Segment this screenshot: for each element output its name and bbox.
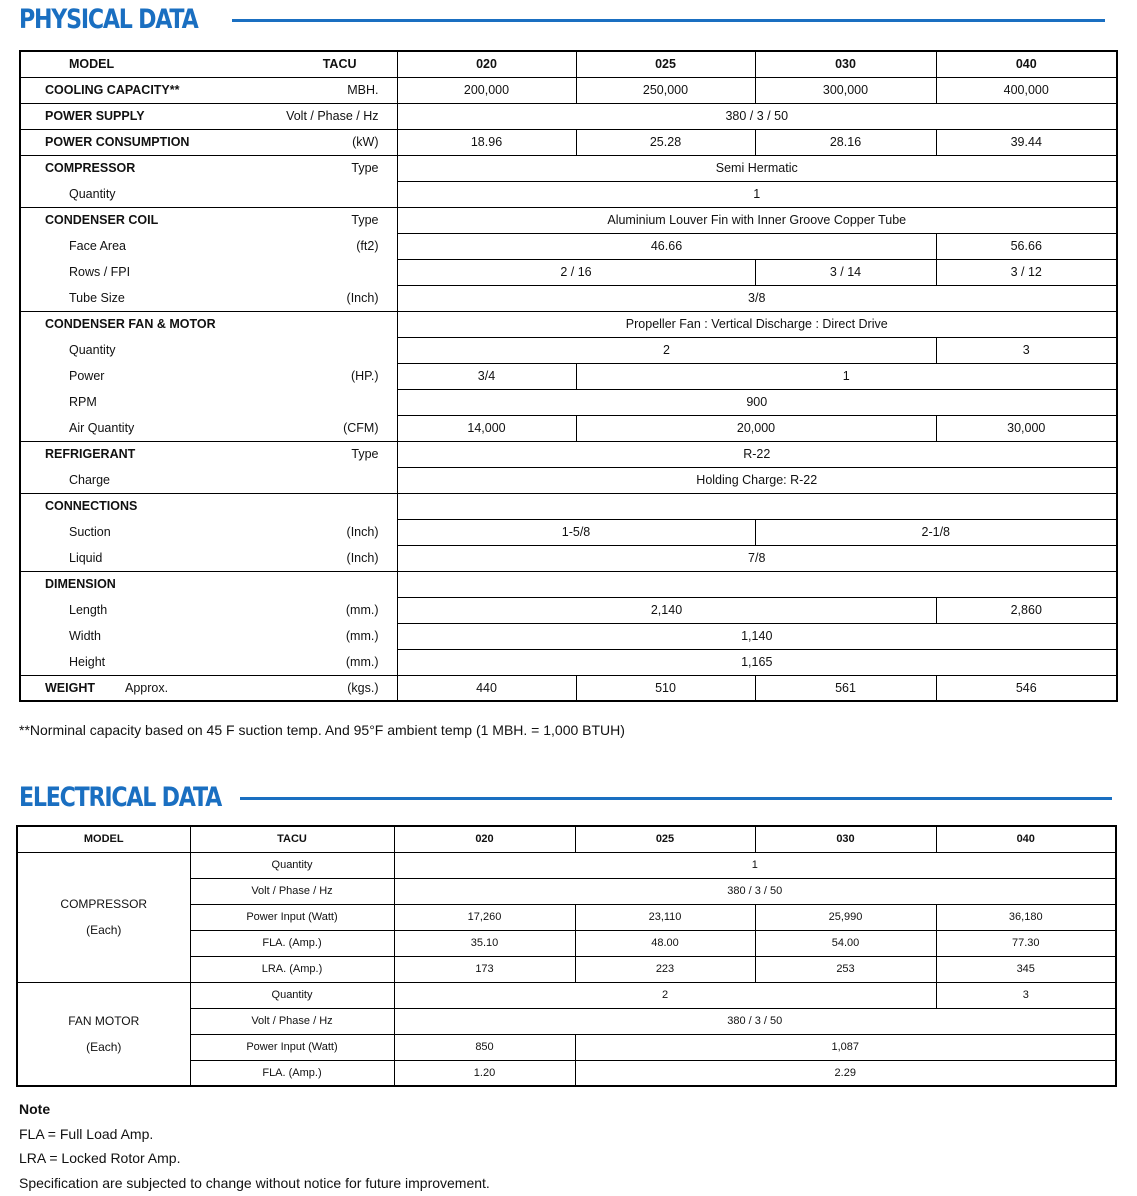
compressor-group-label [17, 852, 190, 982]
row-label: Suction [69, 525, 111, 539]
col-header: 030 [755, 51, 936, 77]
row-unit: (kW) [277, 129, 397, 155]
row-label: Tube Size [69, 290, 125, 305]
group-name: FAN MOTOR [68, 1013, 140, 1028]
col-header: 040 [936, 826, 1116, 852]
table-row [20, 285, 1117, 311]
cell-value: 35.10 [394, 930, 575, 956]
model-header: MODEL [69, 57, 115, 72]
row-unit: (Inch) [277, 545, 397, 571]
cell-value: 561 [755, 675, 936, 701]
row-label: Quantity [190, 852, 394, 878]
row-unit: (HP.) [277, 363, 397, 389]
group-each: (Each) [86, 1039, 122, 1054]
empty-cell [397, 571, 1117, 597]
condenser-fan-motor-label: CONDENSER FAN & MOTOR [20, 311, 277, 337]
cell-value: 200,000 [397, 77, 576, 103]
col-header: 020 [394, 826, 575, 852]
cell-value: 1.20 [394, 1060, 575, 1086]
table-row [20, 389, 1117, 415]
model-header: MODEL [17, 826, 190, 852]
row-label: Length [69, 603, 108, 617]
cell-value: 3 [936, 982, 1116, 1008]
row-label: Volt / Phase / Hz [190, 1008, 394, 1034]
cell-value: 30,000 [936, 415, 1117, 441]
physical-data-title: PHYSICAL DATA [19, 4, 198, 35]
cell-value: 46.66 [397, 233, 936, 259]
cell-value: 28.16 [755, 129, 936, 155]
cell-value: 1 [576, 363, 1117, 389]
row-unit [277, 259, 397, 285]
cell-value: 380 / 3 / 50 [397, 103, 1117, 129]
table-row [20, 181, 1117, 207]
electrical-title-rule [240, 797, 1112, 800]
cell-value: 7/8 [397, 545, 1117, 571]
table-row [20, 441, 1117, 467]
table-row [20, 129, 1117, 155]
cell-value: Propeller Fan : Vertical Discharge : Direct Drive [397, 311, 1117, 337]
cell-value: 2-1/8 [755, 519, 1117, 545]
row-label: RPM [69, 395, 97, 409]
cell-value: 3 / 14 [755, 259, 936, 285]
empty-cell [397, 493, 1117, 519]
row-label: Height [69, 654, 106, 669]
cell-value: 253 [755, 956, 936, 982]
cell-value: 23,110 [575, 904, 755, 930]
connections-label: CONNECTIONS [20, 493, 277, 519]
row-unit: Type [277, 155, 397, 181]
capacity-footnote: **Norminal capacity based on 45 F suction temp. And 95°F ambient temp (1 MBH. = 1,000 BTUH) [19, 722, 625, 738]
row-label: Width [69, 629, 101, 643]
cell-value: 440 [397, 675, 576, 701]
row-unit: Type [277, 441, 397, 467]
cell-value: 18.96 [397, 129, 576, 155]
row-unit [277, 337, 397, 363]
row-label: Power [69, 369, 105, 383]
table-row [20, 103, 1117, 129]
row-unit [277, 571, 397, 597]
table-row [20, 649, 1117, 675]
cell-value: Holding Charge: R-22 [397, 467, 1117, 493]
cell-value: 36,180 [936, 904, 1116, 930]
table-row [20, 415, 1117, 441]
group-name: COMPRESSOR [60, 897, 148, 911]
row-label: Face Area [69, 239, 126, 253]
table-row [20, 77, 1117, 103]
col-header: 025 [576, 51, 755, 77]
electrical-data-title: ELECTRICAL DATA [19, 782, 222, 813]
cell-value: 510 [576, 675, 755, 701]
condenser-coil-label: CONDENSER COIL [20, 207, 277, 233]
electrical-data-table [16, 825, 1117, 1087]
row-label: FLA. (Amp.) [190, 1060, 394, 1086]
cell-value: 17,260 [394, 904, 575, 930]
cell-value: 77.30 [936, 930, 1116, 956]
cell-value: 1,087 [575, 1034, 1116, 1060]
cell-value: 3 [936, 337, 1117, 363]
weight-text: WEIGHT [45, 680, 95, 695]
cell-value: 2 / 16 [397, 259, 755, 285]
power-supply-label: POWER SUPPLY [20, 103, 277, 129]
cell-value: 2 [394, 982, 936, 1008]
refrigerant-label: REFRIGERANT [20, 441, 277, 467]
row-label: FLA. (Amp.) [190, 930, 394, 956]
row-label: Liquid [69, 550, 103, 565]
row-label: Air Quantity [69, 420, 135, 435]
col-header: 025 [575, 826, 755, 852]
cell-value: 1,165 [397, 649, 1117, 675]
table-row [20, 493, 1117, 519]
cell-value: 850 [394, 1034, 575, 1060]
col-header: 030 [755, 826, 936, 852]
cell-value: 1 [397, 181, 1117, 207]
cell-value: 1 [394, 852, 1116, 878]
table-row [20, 337, 1117, 363]
cell-value: 546 [936, 675, 1117, 701]
weight-approx: Approx. [125, 680, 169, 695]
table-header-row [17, 826, 1116, 852]
row-label: Quantity [69, 343, 116, 357]
table-row [20, 675, 1117, 701]
cell-value: 25,990 [755, 904, 936, 930]
compressor-label: COMPRESSOR [20, 155, 277, 181]
notes-title: Note [19, 1101, 51, 1117]
power-consumption-label: POWER CONSUMPTION [20, 129, 277, 155]
row-label: Quantity [190, 982, 394, 1008]
cell-value: Aluminium Louver Fin with Inner Groove Copper Tube [397, 207, 1117, 233]
row-unit: (Inch) [277, 285, 397, 311]
notes-block [19, 1097, 490, 1195]
cell-value: 39.44 [936, 129, 1117, 155]
cell-value: 345 [936, 956, 1116, 982]
cell-value: 380 / 3 / 50 [394, 1008, 1116, 1034]
tacu-header: TACU [190, 826, 394, 852]
cell-value: 900 [397, 389, 1117, 415]
cell-value: 48.00 [575, 930, 755, 956]
row-unit [277, 181, 397, 207]
table-row [20, 571, 1117, 597]
table-row [17, 982, 1116, 1008]
table-row [20, 467, 1117, 493]
physical-data-table [19, 50, 1118, 702]
cell-value: 25.28 [576, 129, 755, 155]
row-unit [277, 493, 397, 519]
row-label: Quantity [69, 186, 116, 201]
col-header: 040 [936, 51, 1117, 77]
cell-value: 20,000 [576, 415, 936, 441]
table-row [20, 155, 1117, 181]
table-row [20, 311, 1117, 337]
table-row [20, 545, 1117, 571]
row-unit: Type [277, 207, 397, 233]
row-unit: Volt / Phase / Hz [277, 103, 397, 129]
row-label: Volt / Phase / Hz [190, 878, 394, 904]
note-fla: FLA = Full Load Amp. [19, 1125, 154, 1142]
cell-value: 2.29 [575, 1060, 1116, 1086]
table-row [20, 519, 1117, 545]
group-each: (Each) [86, 923, 122, 937]
note-spec: Specification are subjected to change without notice for future improvement. [19, 1174, 490, 1191]
row-unit [277, 311, 397, 337]
cell-value: 1-5/8 [397, 519, 755, 545]
row-unit: (ft2) [277, 233, 397, 259]
weight-label [20, 675, 277, 701]
table-header-row [20, 51, 1117, 77]
col-header: 020 [397, 51, 576, 77]
cell-value: Semi Hermatic [397, 155, 1117, 181]
cell-value: 3/4 [397, 363, 576, 389]
cell-value: 380 / 3 / 50 [394, 878, 1116, 904]
table-row [17, 852, 1116, 878]
row-unit [277, 467, 397, 493]
row-label: Power Input (Watt) [190, 904, 394, 930]
table-row [20, 233, 1117, 259]
cell-value: 1,140 [397, 623, 1117, 649]
row-label: Power Input (Watt) [190, 1034, 394, 1060]
tacu-header: TACU [277, 51, 397, 77]
row-label: Charge [69, 472, 110, 487]
row-unit: (Inch) [277, 519, 397, 545]
cell-value: 400,000 [936, 77, 1117, 103]
table-row [20, 207, 1117, 233]
cell-value: 3 / 12 [936, 259, 1117, 285]
row-unit: (mm.) [277, 623, 397, 649]
row-label: LRA. (Amp.) [190, 956, 394, 982]
table-row [20, 259, 1117, 285]
cell-value: 56.66 [936, 233, 1117, 259]
cell-value: 3/8 [397, 285, 1117, 311]
cell-value: 2,140 [397, 597, 936, 623]
cell-value: 2 [397, 337, 936, 363]
row-unit: (mm.) [277, 649, 397, 675]
cell-value: 300,000 [755, 77, 936, 103]
dimension-label: DIMENSION [20, 571, 277, 597]
table-row [20, 597, 1117, 623]
row-unit: (mm.) [277, 597, 397, 623]
row-unit: MBH. [277, 77, 397, 103]
cell-value: 223 [575, 956, 755, 982]
note-lra: LRA = Locked Rotor Amp. [19, 1150, 181, 1166]
cell-value: 2,860 [936, 597, 1117, 623]
cell-value: 250,000 [576, 77, 755, 103]
cooling-capacity-label: COOLING CAPACITY** [20, 77, 277, 103]
row-unit: (CFM) [277, 415, 397, 441]
row-unit: (kgs.) [277, 675, 397, 701]
row-label: Rows / FPI [69, 265, 131, 279]
cell-value: 173 [394, 956, 575, 982]
row-unit [277, 389, 397, 415]
cell-value: 54.00 [755, 930, 936, 956]
cell-value: 14,000 [397, 415, 576, 441]
table-row [20, 623, 1117, 649]
physical-title-rule [232, 19, 1105, 22]
fan-motor-group-label [17, 982, 190, 1086]
table-row [20, 363, 1117, 389]
cell-value: R-22 [397, 441, 1117, 467]
